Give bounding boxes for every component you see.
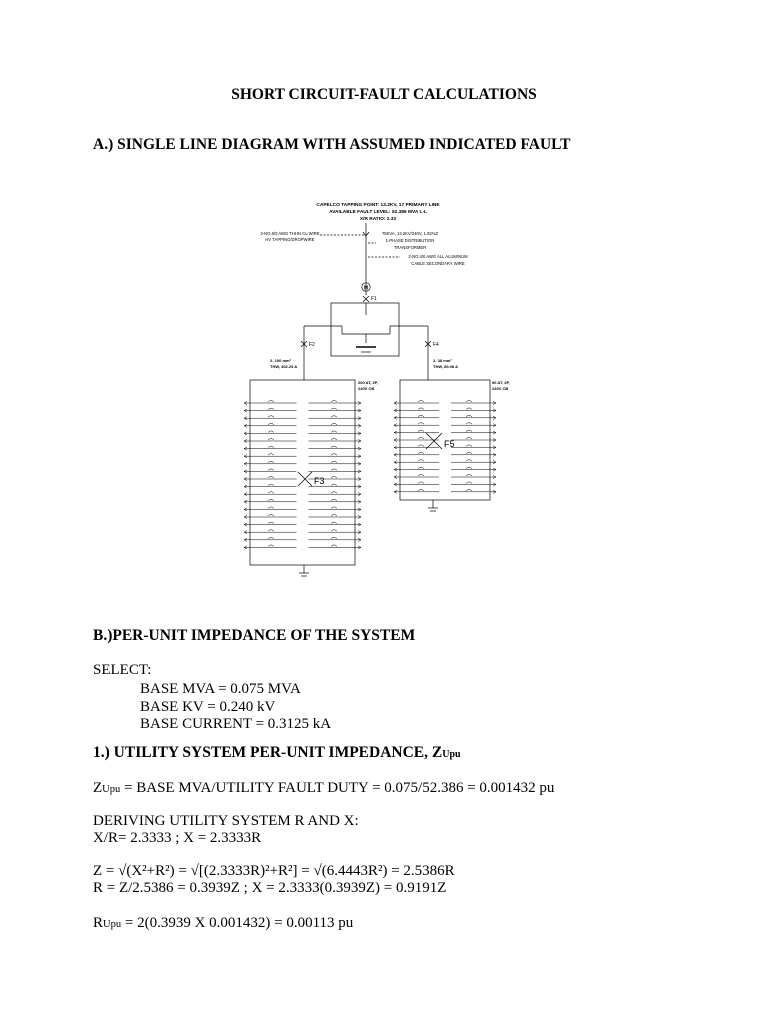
branch-circuit-row bbox=[244, 431, 361, 435]
meter-label: M bbox=[363, 285, 369, 292]
rupu-expression: = 2(0.3939 X 0.001432) = 0.00113 pu bbox=[121, 915, 354, 931]
branch-circuit-row bbox=[244, 401, 361, 405]
base-kv-line: BASE KV = 0.240 kV bbox=[140, 699, 276, 715]
branch-circuit-row bbox=[244, 408, 361, 412]
deriving-heading: DERIVING UTILITY SYSTEM R AND X: bbox=[93, 813, 359, 829]
secondary-wire-label-2: CABLE SECONDARY WIRE bbox=[411, 261, 465, 266]
branch-circuit-row bbox=[394, 475, 496, 479]
page-title: SHORT CIRCUIT-FAULT CALCULATIONS bbox=[231, 86, 537, 103]
xr-equation: X/R= 2.3333 ; X = 2.3333R bbox=[93, 830, 262, 846]
branch-circuit-row bbox=[394, 408, 496, 412]
zupu-expression: = BASE MVA/UTILITY FAULT DUTY = 0.075/52.386 = 0.001432 pu bbox=[120, 780, 555, 796]
branch-circuit-row bbox=[244, 522, 361, 526]
branch-circuit-row bbox=[244, 507, 361, 511]
branch-circuit-row bbox=[244, 477, 361, 481]
source-label-3: X/R RATIO: 2.33 bbox=[359, 217, 397, 222]
single-line-diagram bbox=[230, 195, 530, 580]
transformer-label-1: 75KVA, 13.2KV/240V, 1.92%Z bbox=[381, 231, 439, 236]
branch-circuit-row bbox=[244, 545, 361, 549]
right-breaker-label-1: 90 AT, 2P, bbox=[492, 380, 510, 385]
branch-circuit-row bbox=[244, 499, 361, 503]
branch-circuit-row bbox=[394, 482, 496, 486]
right-feeder-label-1: 2- 38 mm² bbox=[433, 358, 452, 363]
transformer-label-2: 1-PHASE DISTRIBUTION bbox=[385, 238, 435, 243]
z-equation: Z = √(X²+R²) = √[(2.3333R)²+R²] = √(6.4443R²) = 2.5386R bbox=[93, 863, 455, 879]
heading-subscript: Upu bbox=[442, 749, 461, 760]
branch-circuit-row bbox=[244, 446, 361, 450]
fault-label-f4: F4 bbox=[433, 342, 439, 348]
branch-circuit-row bbox=[244, 484, 361, 488]
base-mva-line: BASE MVA = 0.075 MVA bbox=[140, 681, 301, 697]
branch-circuit-row bbox=[244, 492, 361, 496]
hv-wire-label-2: HV TAPPING/DROPWIRE bbox=[265, 237, 315, 242]
branch-circuit-row bbox=[244, 454, 361, 458]
branch-circuit-row bbox=[394, 460, 496, 464]
branch-circuit-row bbox=[244, 416, 361, 420]
zupu-subscript: Upu bbox=[102, 784, 121, 795]
branch-circuit-row bbox=[394, 467, 496, 471]
branch-circuit-row bbox=[244, 461, 361, 465]
rupu-equation bbox=[93, 915, 353, 932]
branch-circuit-row bbox=[244, 515, 361, 519]
branch-circuit-row bbox=[394, 401, 496, 405]
left-breaker-label-2: 240V CB bbox=[358, 386, 375, 391]
r-equation: R = Z/2.5386 = 0.3939Z ; X = 2.3333(0.3939Z) = 0.9191Z bbox=[93, 880, 447, 896]
fault-label-f5: F5 bbox=[444, 439, 455, 449]
base-current-line: BASE CURRENT = 0.3125 kA bbox=[140, 716, 332, 732]
secondary-wire-label-1: 2-NO.4/0 AWG ALL ALUMINUM bbox=[408, 254, 468, 259]
section-a-heading: A.) SINGLE LINE DIAGRAM WITH ASSUMED INDICATED FAULT bbox=[93, 136, 571, 153]
fault-label-f3: F3 bbox=[314, 476, 325, 486]
heading-text: 1.) UTILITY SYSTEM PER-UNIT IMPEDANCE, Z bbox=[93, 744, 443, 761]
section-b-heading: B.)PER-UNIT IMPEDANCE OF THE SYSTEM bbox=[93, 627, 416, 644]
right-breaker-label-2: 240V CB bbox=[492, 386, 509, 391]
branch-circuit-row bbox=[394, 489, 496, 493]
select-label: SELECT: bbox=[93, 662, 152, 678]
left-breaker-label-1: 200 AT, 2P, bbox=[358, 380, 378, 385]
branch-circuit-row bbox=[244, 439, 361, 443]
right-feeder-label-2: THW, 89.08 A bbox=[433, 364, 458, 369]
transformer-label-3: TRANSFORMER bbox=[393, 245, 427, 250]
left-feeder-label-1: 2- 100 mm² bbox=[270, 358, 291, 363]
fault-label-f1: F1 bbox=[371, 296, 377, 302]
hv-wire-label-1: 2-NO.6/0 AWG THHN Cu WIRE bbox=[260, 231, 320, 236]
branch-circuit-row bbox=[394, 423, 496, 427]
source-label-2: AVAILABLE FAULT LEVEL: 52.386 MVA L-L bbox=[329, 210, 427, 215]
zupu-equation bbox=[93, 780, 554, 797]
branch-circuit-row bbox=[244, 537, 361, 541]
branch-circuit-row bbox=[244, 530, 361, 534]
source-label-1: CAPELCO TAPPING POINT: 13.2KV, 17 PRIMARY LINE bbox=[316, 203, 440, 208]
utility-impedance-heading bbox=[93, 744, 461, 762]
left-feeder-label-2: THW, 302.25 A bbox=[270, 364, 298, 369]
fault-label-f2: F2 bbox=[309, 342, 315, 348]
rupu-symbol: R bbox=[93, 915, 104, 931]
branch-circuit-row bbox=[394, 415, 496, 419]
zupu-symbol: Z bbox=[93, 780, 103, 796]
branch-circuit-row bbox=[394, 430, 496, 434]
branch-circuit-row bbox=[394, 452, 496, 456]
branch-circuit-row bbox=[244, 469, 361, 473]
rupu-subscript: Upu bbox=[103, 919, 122, 930]
branch-circuit-row bbox=[244, 423, 361, 427]
